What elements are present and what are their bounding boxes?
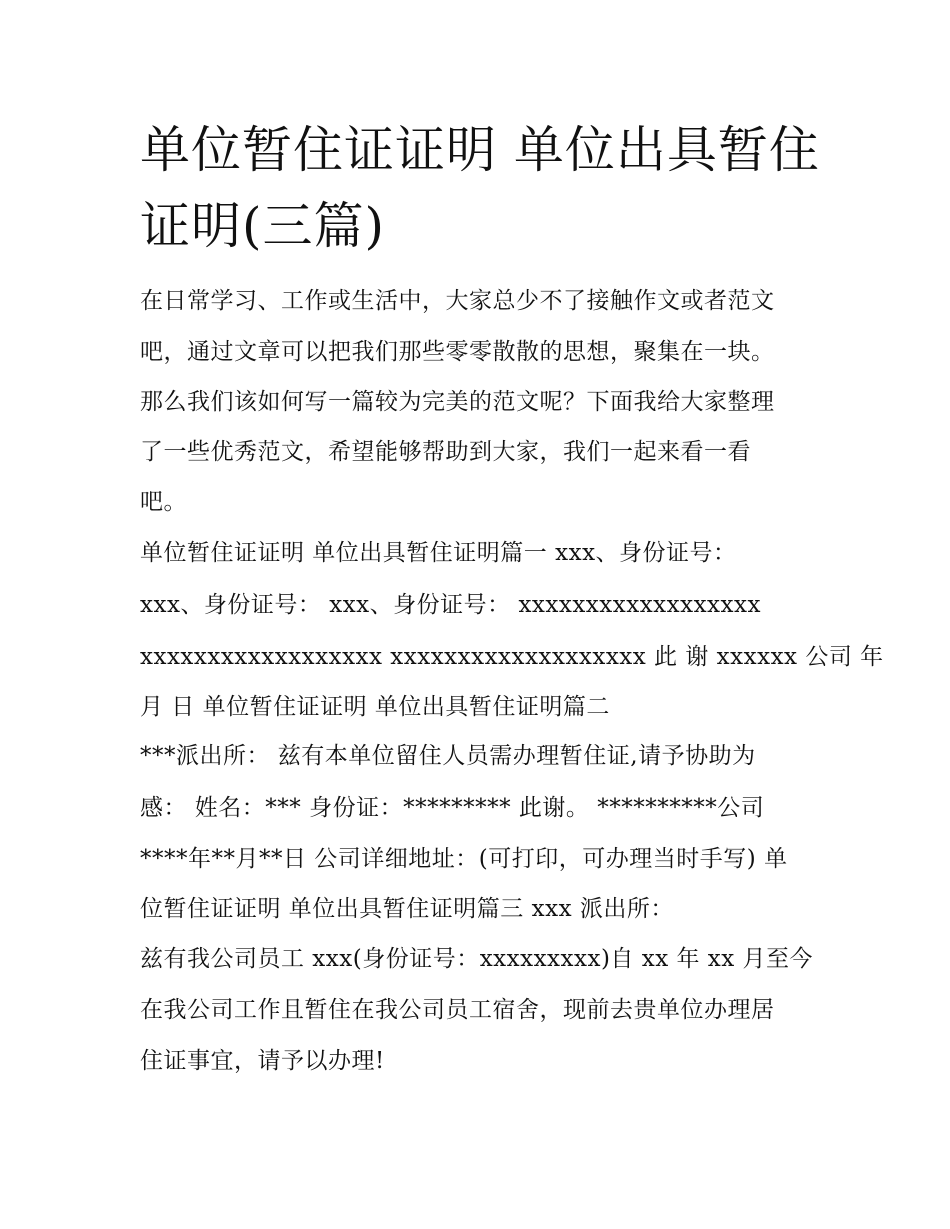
body-line: 感： 姓名：*** 身份证：********* 此谢。 **********公司 (140, 795, 765, 821)
body-line: ***派出所： 兹有本单位留住人员需办理暂住证,请予协助为 (140, 743, 756, 769)
body-line: 吧。 (140, 489, 187, 515)
body-line: 月 日 单位暂住证证明 单位出具暂住证明篇二 (140, 694, 610, 720)
body-line: 位暂住证证明 单位出具暂住证明篇三 xxx 派出所： (140, 896, 674, 922)
body-line: 了一些优秀范文，希望能够帮助到大家，我们一起来看一看 (140, 439, 751, 465)
body-line: xxxxxxxxxxxxxxxxxx xxxxxxxxxxxxxxxxxxx 此 谢 xxxxxx 公司 年 (140, 644, 884, 670)
body-line: xxx、身份证号： xxx、身份证号： xxxxxxxxxxxxxxxxxx (140, 592, 761, 618)
body-line: 在我公司工作且暂住在我公司员工宿舍，现前去贵单位办理居 (140, 997, 775, 1023)
body-line: 兹有我公司员工 xxx(身份证号：xxxxxxxxx)自 xx 年 xx 月至今 (140, 946, 814, 972)
body-line: 吧，通过文章可以把我们那些零零散散的思想，聚集在一块。 (140, 339, 775, 365)
body-line: 单位暂住证证明 单位出具暂住证明篇一 xxx、身份证号： (140, 540, 737, 566)
body-line: 那么我们该如何写一篇较为完美的范文呢？下面我给大家整理 (140, 389, 775, 415)
body-line: 在日常学习、工作或生活中，大家总少不了接触作文或者范文 (140, 288, 775, 314)
body-line: ****年**月**日 公司详细地址：(可打印，可办理当时手写) 单 (140, 846, 788, 872)
body-line: 住证事宜，请予以办理! (140, 1048, 385, 1074)
document-title: 单位暂住证证明 单位出具暂住证明(三篇) (140, 121, 820, 255)
